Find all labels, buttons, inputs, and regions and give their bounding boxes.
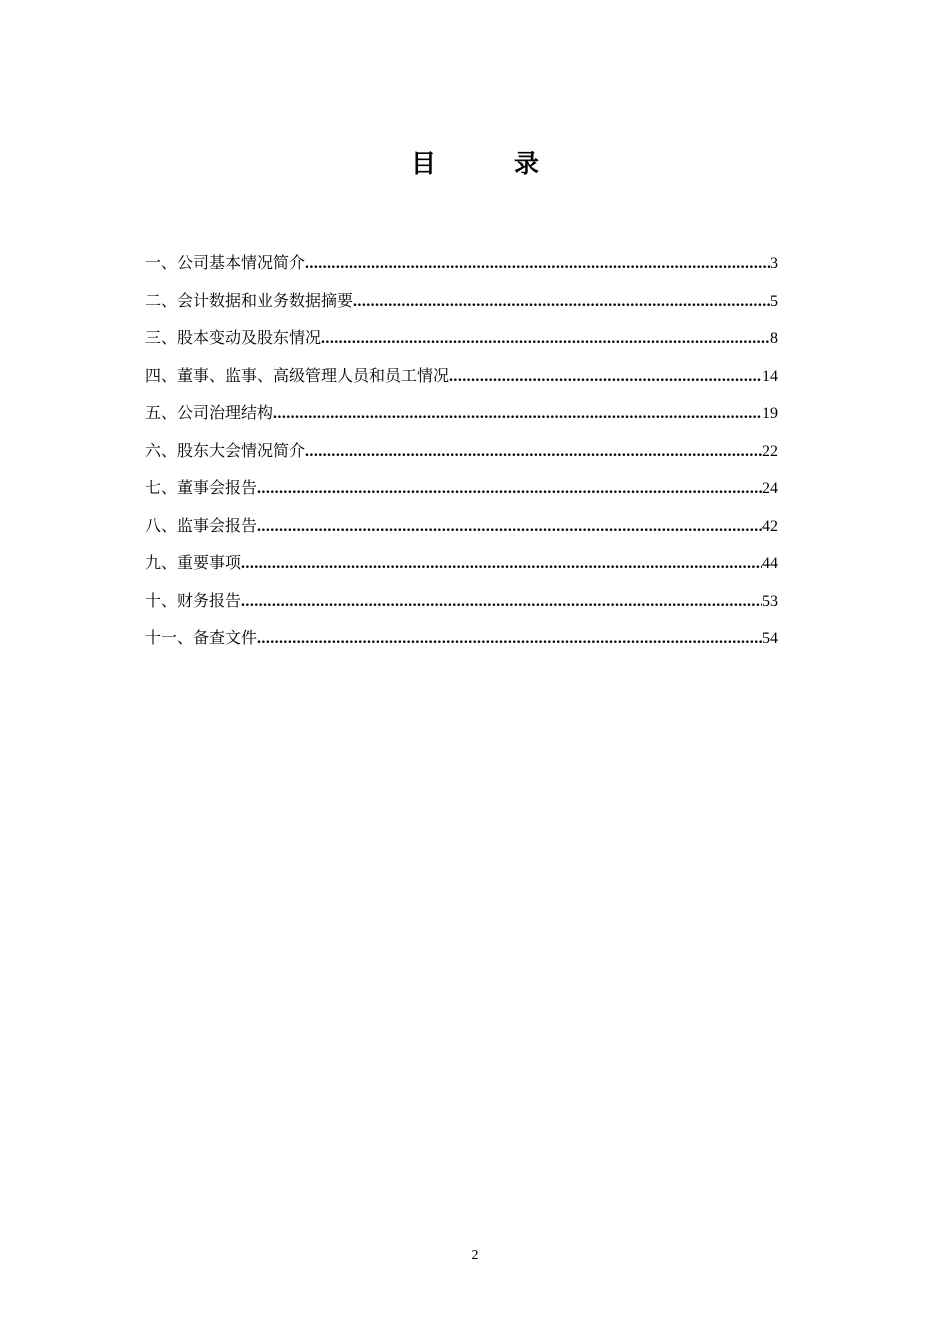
toc-entry-page: 22 <box>762 442 778 460</box>
toc-entry[interactable] <box>145 625 778 663</box>
toc-entry-label: 十、财务报告 <box>145 590 242 610</box>
toc-leader-dots <box>305 439 762 465</box>
toc-entry-label: 九、重要事项 <box>145 553 242 572</box>
toc-entry-page: 53 <box>762 592 778 610</box>
toc-entry[interactable] <box>145 475 778 513</box>
toc-entry-page: 5 <box>770 292 778 310</box>
toc-entry-label: 七、董事会报告 <box>145 478 258 497</box>
toc-entry-label: 一、公司基本情况简介 <box>145 253 306 272</box>
toc-entry-label: 二、会计数据和业务数据摘要 <box>145 290 354 310</box>
toc-entry[interactable] <box>145 250 778 288</box>
toc-entry-page: 24 <box>762 480 778 497</box>
toc-entry-label: 十一、备查文件 <box>145 628 258 647</box>
toc-leader-dots <box>241 589 762 615</box>
toc-entry-label: 八、监事会报告 <box>145 515 258 535</box>
toc-entry-label: 五、公司治理结构 <box>145 403 274 422</box>
toc-entry-label: 四、董事、监事、高级管理人员和员工情况 <box>145 365 450 385</box>
toc-entry-label: 六、股东大会情况简介 <box>145 440 306 460</box>
toc-entry[interactable] <box>145 588 778 626</box>
toc-entry[interactable] <box>145 438 778 476</box>
toc-leader-dots <box>257 476 762 502</box>
page-title <box>0 148 950 180</box>
toc-entry-page: 44 <box>762 555 778 572</box>
page-number: 2 <box>471 1248 479 1263</box>
toc-entry[interactable] <box>145 550 778 588</box>
toc-entry[interactable] <box>145 288 778 326</box>
toc-entry[interactable] <box>145 400 778 438</box>
toc-entry[interactable] <box>145 363 778 401</box>
table-of-contents <box>145 250 778 663</box>
toc-leader-dots <box>273 401 762 427</box>
toc-leader-dots <box>321 326 770 352</box>
toc-leader-dots <box>257 626 762 652</box>
toc-entry[interactable] <box>145 513 778 551</box>
toc-leader-dots <box>449 364 762 390</box>
toc-leader-dots <box>241 551 762 577</box>
toc-entry-page: 14 <box>762 367 778 385</box>
toc-entry-page: 42 <box>762 517 778 535</box>
toc-leader-dots <box>257 514 762 540</box>
title-char-1: 目 <box>410 149 436 178</box>
toc-entry-page: 8 <box>770 330 778 347</box>
toc-entry[interactable] <box>145 325 778 363</box>
toc-entry-page: 54 <box>762 630 778 647</box>
toc-leader-dots <box>353 289 770 315</box>
toc-entry-label: 三、股本变动及股东情况 <box>145 328 322 347</box>
toc-entry-page: 3 <box>770 255 778 272</box>
toc-leader-dots <box>305 251 770 277</box>
toc-entry-page: 19 <box>762 405 778 422</box>
title-char-2: 录 <box>514 149 540 178</box>
